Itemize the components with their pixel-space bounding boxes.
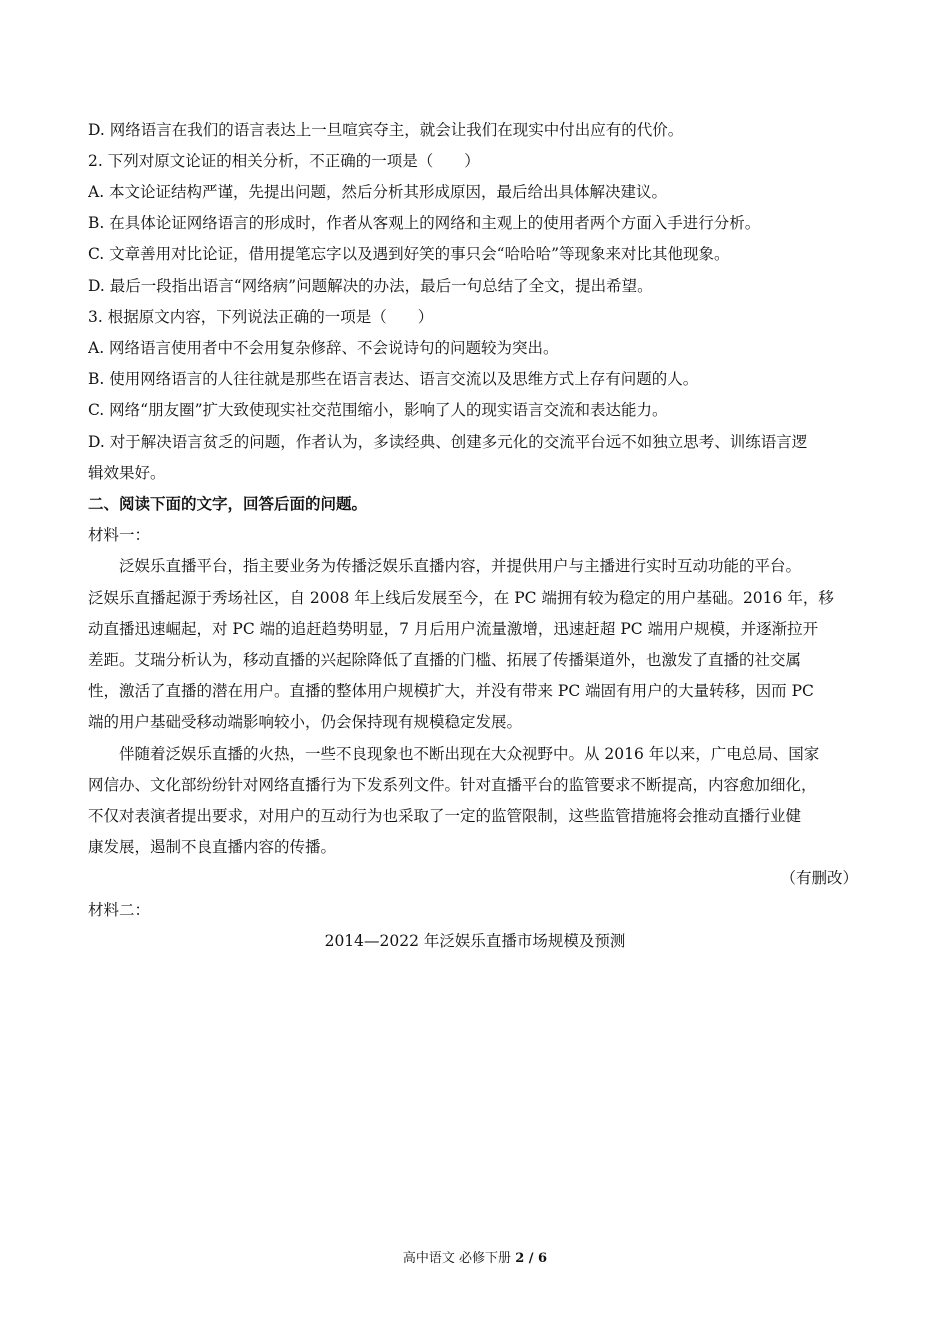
paragraph2-line: 不仅对表演者提出要求，对用户的互动行为也采取了一定的监管限制，这些监管措施将会推动直播行业健 — [88, 807, 802, 825]
q3-stem: 3. 根据原文内容，下列说法正确的一项是（ ） — [88, 308, 434, 326]
paragraph1-line: 动直播迅速崛起，对 PC 端的追赶趋势明显，7 月后用户流量激增，迅速赶超 PC 端用户规模，并逐渐拉开 — [88, 620, 819, 638]
footer-text: 高中语文 必修下册 — [402, 1251, 516, 1266]
paragraph2-line: 伴随着泛娱乐直播的火热，一些不良现象也不断出现在大众视野中。从 2016 年以来，广电总局、国家 — [119, 745, 820, 763]
material1-label: 材料一： — [88, 526, 151, 544]
paragraph1-line: 泛娱乐直播起源于秀场社区，自 2008 年上线后发展至今，在 PC 端拥有较为稳定的用户基础。2016 年，移 — [88, 589, 834, 607]
paragraph2-line: 康发展，遏制不良直播内容的传播。 — [88, 838, 337, 856]
q2-stem: 2. 下列对原文论证的相关分析，不正确的一项是（ ） — [88, 152, 480, 170]
chart-title: 2014—2022 年泛娱乐直播市场规模及预测 — [324, 932, 626, 950]
q3-option-b: B. 使用网络语言的人往往就是那些在语言表达、语言交流以及思维方式上存有问题的人。 — [88, 370, 699, 388]
material2-label: 材料二： — [88, 901, 151, 919]
page-number: 2 / 6 — [515, 1251, 548, 1266]
q2-option-d: D. 最后一段指出语言“网络病”问题解决的办法，最后一句总结了全文，提出希望。 — [88, 277, 653, 295]
abridged-note: （有删改） — [780, 869, 858, 887]
paragraph1-line: 泛娱乐直播平台，指主要业务为传播泛娱乐直播内容，并提供用户与主播进行实时互动功能的平台。 — [119, 557, 802, 575]
q3-option-d-line2: 辑效果好。 — [88, 464, 166, 482]
q2-option-a: A. 本文论证结构严谨，先提出问题，然后分析其形成原因，最后给出具体解决建议。 — [88, 183, 668, 201]
paragraph1-line: 差距。艾瑞分析认为，移动直播的兴起除降低了直播的门槛、拓展了传播渠道外，也激发了直播的社交属 — [88, 651, 802, 669]
q3-option-a: A. 网络语言使用者中不会用复杂修辞、不会说诗句的问题较为突出。 — [88, 339, 559, 357]
paragraph2-line: 网信办、文化部纷纷针对网络直播行为下发系列文件。针对直播平台的监管要求不断提高，内容愈加细化， — [88, 776, 817, 794]
section2-heading: 二、阅读下面的文字，回答后面的问题。 — [88, 494, 368, 513]
paragraph1-line: 性，激活了直播的潜在用户。直播的整体用户规模扩大，并没有带来 PC 端固有用户的大量转移，因而 PC — [88, 682, 814, 700]
q1-option-d: D. 网络语言在我们的语言表达上一旦喧宾夺主，就会让我们在现实中付出应有的代价。 — [88, 121, 684, 139]
q3-option-d-line1: D. 对于解决语言贫乏的问题，作者认为，多读经典、创建多元化的交流平台远不如独立思考、训练语言逻 — [88, 433, 808, 451]
q3-option-c: C. 网络“朋友圈”扩大致使现实社交范围缩小，影响了人的现实语言交流和表达能力。 — [88, 401, 668, 419]
q2-option-b: B. 在具体论证网络语言的形成时，作者从客观上的网络和主观上的使用者两个方面入手进行分析。 — [88, 214, 761, 232]
page-footer — [0, 1247, 950, 1266]
paragraph1-line: 端的用户基础受移动端影响较小，仍会保持现有规模稳定发展。 — [88, 713, 523, 731]
q2-option-c: C. 文章善用对比论证，借用提笔忘字以及遇到好笑的事只会“哈哈哈”等现象来对比其他现象。 — [88, 245, 730, 263]
